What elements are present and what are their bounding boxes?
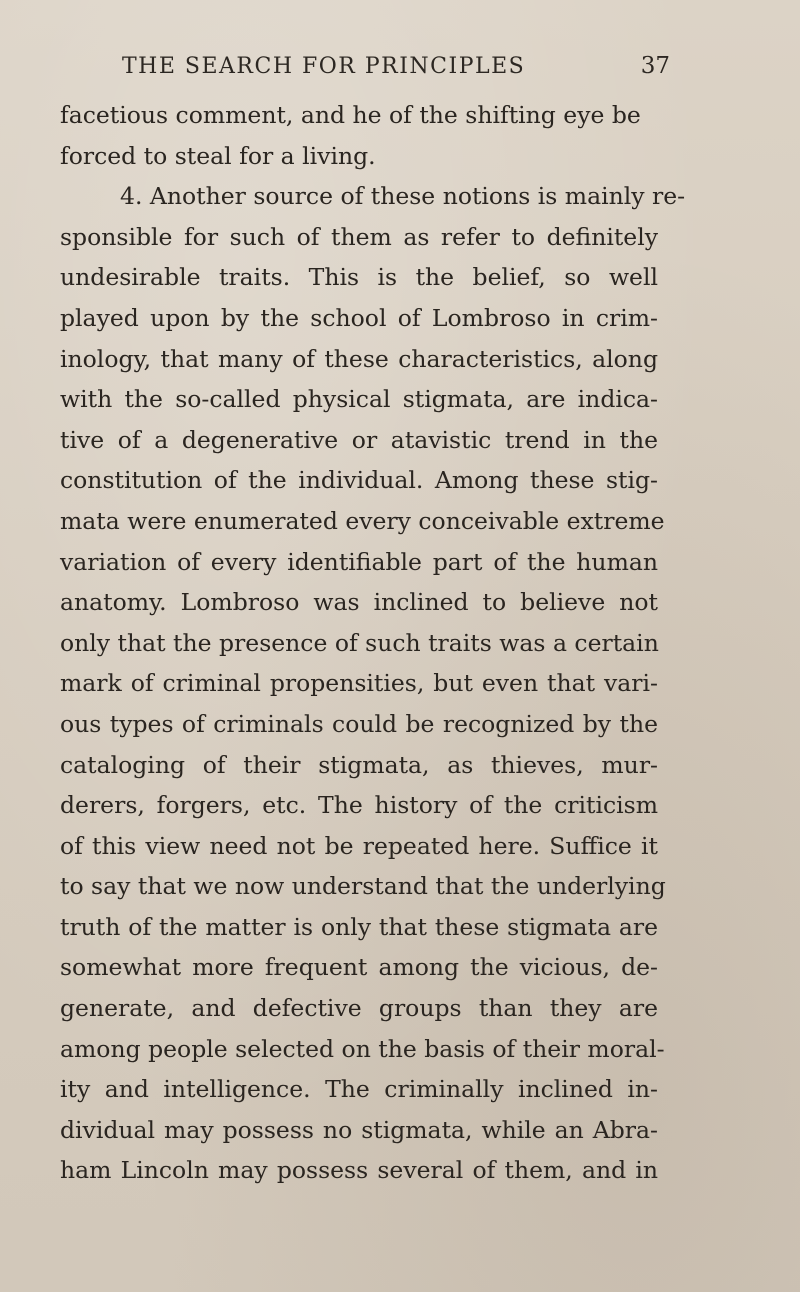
text-line: variation of every identifiable part of the human [60,547,658,576]
paragraph-start-line: 4. Another source of these notions is mainly re- [120,182,686,211]
text-line: only that the presence of such traits was a certain [60,628,659,657]
text-line: with the so-called physical stigmata, are indica- [60,385,658,414]
text-line: ous types of criminals could be recognized by the [60,709,658,738]
running-head [122,46,670,86]
page-number: 37 [640,53,670,79]
text-line: to say that we now understand that the underlying [60,872,666,901]
text-line: derers, forgers, etc. The history of the criticism [60,791,658,820]
text-line: undesirable traits. This is the belief, so well [60,263,658,292]
text-line: sponsible for such of them as refer to definitely [60,222,658,251]
text-line: of this view need not be repeated here. Suffice it [60,831,658,860]
text-line: constitution of the individual. Among these stig- [60,466,658,495]
text-line: dividual may possess no stigmata, while an Abra- [60,1115,658,1144]
text-line: among people selected on the basis of their moral- [60,1034,665,1063]
text-line: ham Lincoln may possess several of them, and in [60,1156,658,1185]
running-title: THE SEARCH FOR PRINCIPLES [122,53,526,79]
text-line: ity and intelligence. The criminally inclined in- [60,1075,658,1104]
text-line: played upon by the school of Lombroso in crim- [60,303,658,332]
text-line: mata were enumerated every conceivable extreme [60,506,665,535]
text-line: cataloging of their stigmata, as thieves, mur- [60,750,658,779]
text-line: inology, that many of these characteristics, along [60,344,658,373]
text-line: truth of the matter is only that these stigmata are [60,912,658,941]
text-line: forced to steal for a living. [60,141,376,170]
text-line: generate, and defective groups than they are [60,994,658,1023]
text-line: tive of a degenerative or atavistic trend in the [60,425,658,454]
text-line: facetious comment, and he of the shifting eye be [60,101,641,129]
text-line: anatomy. Lombroso was inclined to believe not [60,588,658,617]
body-text [60,95,686,1191]
text-line: somewhat more frequent among the vicious, de- [60,953,658,982]
text-line: mark of criminal propensities, but even that vari- [60,669,658,698]
